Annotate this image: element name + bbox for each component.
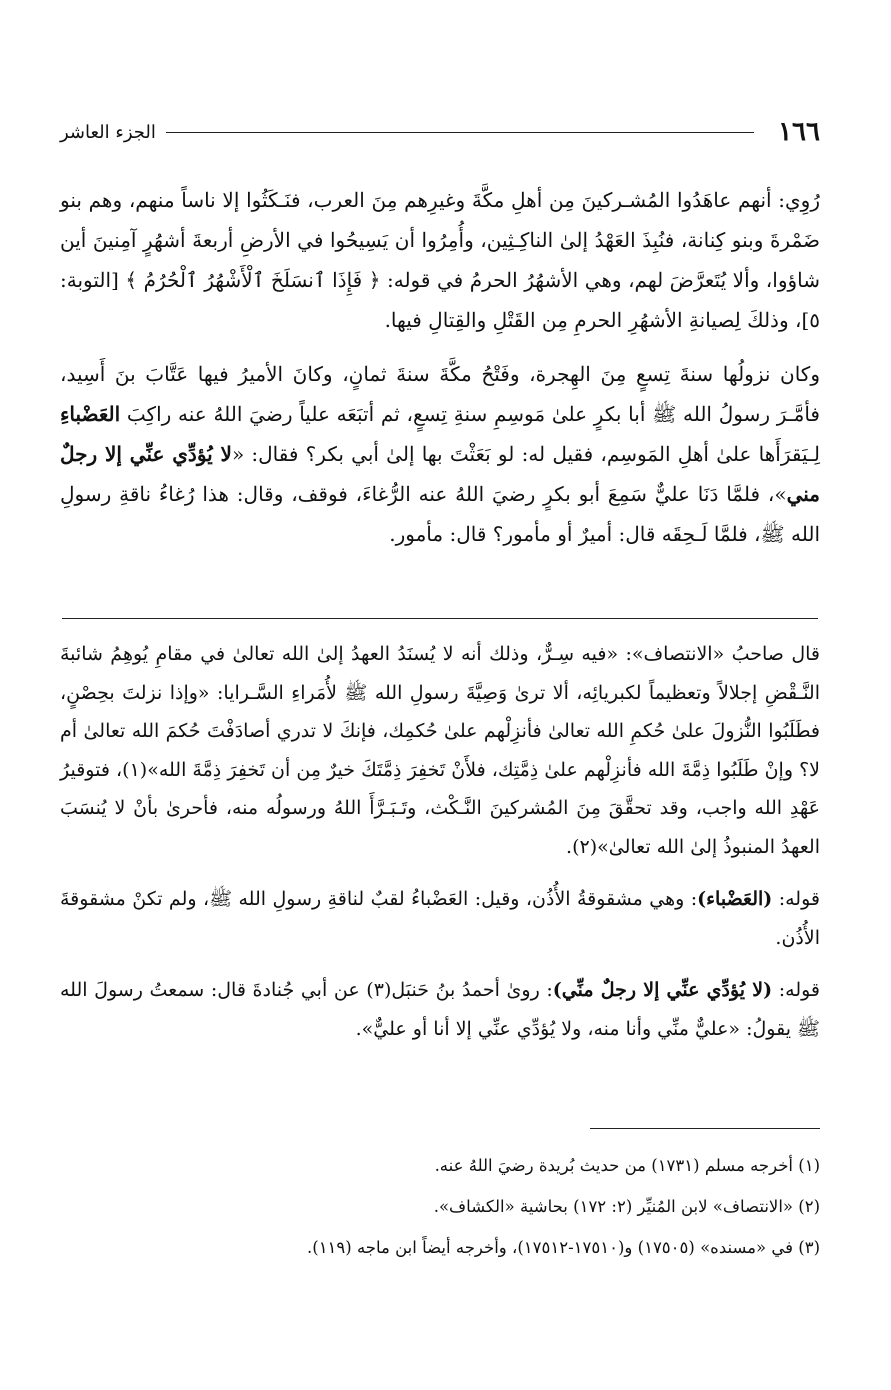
commentary-paragraph-2 <box>60 880 820 957</box>
text-run: لِـيَقرَأَها علىٰ أهلِ المَوسِم، فقيل له: لو بَعَثْتَ بها إلىٰ أبي بكر؟ فقال: « <box>231 442 820 466</box>
text-run: »، فلمَّا دَنَا عليٌّ سَمِعَ أبو بكرٍ رضيَ اللهُ عنه الرُّغاءَ، فوقف، وقال: هذا رُغاءُ ناقةِ رسولِ الله ﷺ، فلمَّا لَـحِقَه قال: أميرٌ أو مأمور؟ قال: مأمور. <box>60 482 820 546</box>
text-run: : وهي مشقوقةُ الأُذُن، وقيل: العَضْباءُ لقبٌ لناقةِ رسولِ الله ﷺ، ولم تكنْ مشقوقةَ الأُذُن. <box>60 888 820 949</box>
header-rule <box>166 132 754 133</box>
footnote-3: (٣) في «مسنده» (١٧٥٠٥) و(١٧٥١٠-١٧٥١٢)، وأخرجه أيضاً ابن ماجه (١١٩). <box>307 1238 820 1257</box>
text-run: وكان نزولُها سنةَ تِسعٍ مِنَ الهِجرة، وفَتْحُ مكَّةَ سنةَ ثمانٍ، وكانَ الأميرُ فيها عَتَّابَ بنَ أَسِيد، فأمَّـرَ رسولُ الله ﷺ أبا بكرٍ علىٰ مَوسِمِ سنةِ تِسعٍ، ثم أتبَعَه علياً رضيَ اللهُ عنه راكِبَ <box>60 362 820 426</box>
bold-term: (العَضْباء) <box>697 888 773 910</box>
footnotes <box>60 1145 820 1268</box>
footnote-1: (١) أخرجه مسلم (١٧٣١) من حديث بُريدة رضيَ اللهُ عنه. <box>434 1156 820 1175</box>
main-paragraph-2 <box>60 354 820 554</box>
commentary-paragraph-1: قال صاحبُ «الانتصاف»: «فيه سِـرٌّ، وذلك أنه لا يُسنَدُ العهدُ إلىٰ الله تعالىٰ في مقامِ يُوهِمُ شائبةَ النَّـقْضِ إجلالاً وتعظيماً لكبريائِه، ألا ترىٰ وَصِيَّةَ رسولِ الله ﷺ لأُمَراءِ السَّـرايا: «وإذا نزلتَ بحِصْنٍ، فطَلَبُوا النُّزولَ علىٰ حُكمِ الله تعالىٰ فأنزِلْهم علىٰ حُكمِك، فإنكَ لا تدري أصادَفْتَ حُكمَ الله تعالىٰ أم لا؟ وإنْ طَلَبُوا ذِمَّةَ الله فأنزِلْهم علىٰ ذِمَّتِك، فلأَنْ تَخفِرَ ذِمَّتَكَ خيرٌ مِن أن تَخفِرَ ذِمَّةَ الله»(١)، فتوقيرُ عَهْدِ الله واجب، وقد تحقَّقَ مِنَ المُشركينَ النَّـكْث، وتَـبَـرَّأَ اللهُ ورسولُه منه، فأحرىٰ بأنْ لا يُنسَبَ العهدُ المنبوذُ إلىٰ الله تعالىٰ»(٢). <box>60 643 821 858</box>
text-run: : روىٰ أحمدُ بنُ حَنبَل(٣) عن أبي جُنادةَ قال: سمعتُ رسولَ الله ﷺ يقولُ: «عليٌّ منِّي وأنا منه، ولا يُؤدِّي عنِّي إلا أنا أو عليٌّ». <box>60 979 820 1040</box>
bold-term: (لا يُؤدِّي عنِّي إلا رجلٌ منِّي) <box>552 979 773 1001</box>
bold-term: العَضْباءِ <box>60 402 121 426</box>
text-run: قوله: <box>772 888 820 910</box>
footnote-rule <box>590 1128 820 1129</box>
commentary-paragraph-3 <box>60 971 820 1048</box>
commentary-text <box>60 635 820 1062</box>
page-number: ١٦٦ <box>778 117 820 147</box>
bold-quote: لا يُؤدِّي عنِّي إلا رجلٌ مني <box>60 442 820 506</box>
main-paragraph-1: رُوِي: أنهم عاهَدُوا المُشـركينَ مِن أهلِ مكَّةَ وغيرِهم مِنَ العرب، فنَـكَثُوا إلا ناساً منهم، وهم بنو ضَمْرةَ وبنو كِنانة، فنُبِذَ العَهْدُ إلىٰ الناكِـثِين، وأُمِرُوا أن يَسِيحُوا في الأرضِ أربعةَ أشهُرٍ آمِنينَ أين شاؤوا، وألا يُتَعرَّضَ لهم، وهي الأشهُرُ الحرمُ في قوله: ﴿ فَإِذَا ٱنسَلَخَ ٱلْأَشْهُرُ ٱلْحُرُمُ ﴾ [التوبة: ٥]، وذلكَ لِصيانةِ الأشهُرِ الحرمِ مِن القَتْلِ والقِتالِ فيها. <box>60 188 820 332</box>
footnote-2: (٢) «الانتصاف» لابن المُنيِّر (٢: ١٧٢) بحاشية «الكشاف». <box>433 1197 820 1216</box>
part-title: الجزء العاشر <box>60 121 156 143</box>
text-run: قوله: <box>772 979 821 1001</box>
main-text <box>60 180 820 568</box>
page-header <box>60 112 820 152</box>
section-divider <box>62 618 818 619</box>
